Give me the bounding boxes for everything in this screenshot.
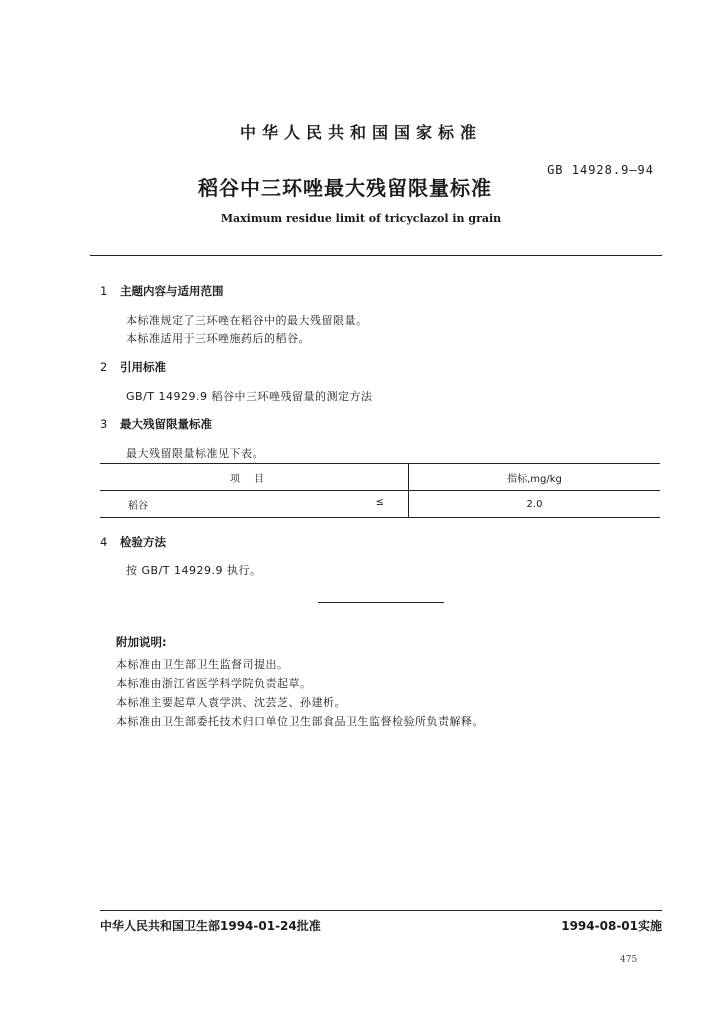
residue-limit-table	[100, 463, 660, 518]
section-title: 引用标准	[120, 360, 166, 374]
standard-code: GB 14928.9—94	[547, 163, 654, 177]
page-number: 475	[620, 955, 638, 965]
note-line-4: 本标准由卫生部委托技术归口单位卫生部食品卫生监督检验所负责解释。	[116, 715, 484, 728]
section-1-heading	[100, 283, 224, 299]
section-number: 2	[100, 360, 108, 374]
table-row	[100, 491, 660, 518]
table-header-item: 项目	[100, 464, 409, 491]
notes-title: 附加说明:	[116, 635, 167, 649]
section-number: 3	[100, 417, 108, 431]
section-title: 主题内容与适用范围	[120, 284, 224, 298]
section-4-heading	[100, 534, 166, 550]
section-1-line-1: 本标准规定了三环唑在稻谷中的最大残留限量。	[126, 314, 368, 327]
national-standard-heading: 中华人民共和国国家标准	[239, 123, 482, 142]
item-name: 稻谷	[128, 500, 148, 512]
section-3-line-1: 最大残留限量标准见下表。	[126, 447, 264, 460]
section-1-line-2: 本标准适用于三环唑施药后的稻谷。	[126, 332, 310, 345]
footer-rule	[100, 910, 662, 911]
note-line-3: 本标准主要起草人袁学洪、沈芸芝、孙建析。	[116, 696, 346, 709]
header-rule	[90, 255, 662, 256]
section-number: 1	[100, 284, 108, 298]
note-line-1: 本标准由卫生部卫生监督司提出。	[116, 658, 289, 671]
section-title: 最大残留限量标准	[120, 417, 212, 431]
table-cell-value: 2.0	[409, 491, 661, 518]
effective-date: 1994-08-01实施	[561, 919, 662, 933]
section-2-line-1: GB/T 14929.9 稻谷中三环唑残留量的测定方法	[126, 390, 373, 403]
approval-statement: 中华人民共和国卫生部1994-01-24批准	[100, 919, 321, 933]
table-cell-item	[100, 491, 409, 518]
section-4-line-1: 按 GB/T 14929.9 执行。	[126, 564, 262, 577]
section-number: 4	[100, 535, 108, 549]
note-line-2: 本标准由浙江省医学科学院负责起草。	[116, 677, 312, 690]
section-title: 检验方法	[120, 535, 166, 549]
document-title: 稻谷中三环唑最大残留限量标准	[198, 176, 492, 200]
section-3-heading	[100, 416, 212, 432]
end-divider	[318, 602, 444, 603]
document-subtitle-english: Maximum residue limit of tricyclazol in grain	[220, 212, 502, 225]
section-2-heading	[100, 359, 166, 375]
table-header-row	[100, 464, 660, 491]
table-header-value: 指标,mg/kg	[409, 464, 661, 491]
less-equal-symbol: ≤	[375, 497, 384, 508]
